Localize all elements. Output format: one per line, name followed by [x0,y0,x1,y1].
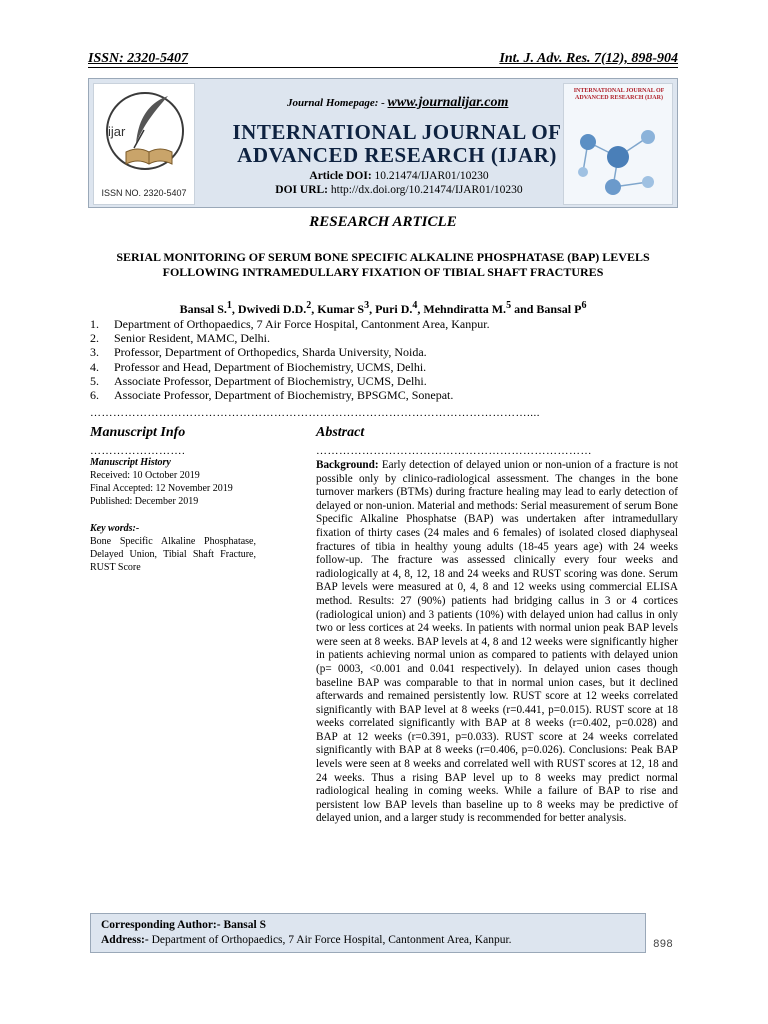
journal-name [217,121,577,167]
page-number: 898 [653,939,673,951]
author: Dwivedi D.D.$^2$, [237,300,318,316]
logo-text: ijar [108,124,126,139]
homepage-label: Journal Homepage: - [287,97,385,109]
author-list [88,300,678,317]
journal-logo [93,83,195,205]
author: Bansal S.$^1$, [179,300,238,316]
affiliation-item: 1. Department of Orthopaedics, 7 Air Force Hospital, Cantonment Area, Kanpur. [90,317,490,331]
journal-name-line1: INTERNATIONAL JOURNAL OF [232,120,562,144]
article-type-heading: RESEARCH ARTICLE [309,214,457,230]
affiliation-item: 4. Professor and Head, Department of Biochemistry, UCMS, Delhi. [90,359,427,374]
abstract-dots: ……………………………………………………………… [316,445,592,457]
paper-title-line2: FOLLOWING INTRAMEDULLARY FIXATION OF TIBIAL SHAFT FRACTURES [162,265,604,279]
manuscript-info-dots: ……………………. [90,445,186,457]
author: Kumar $S^3$, [317,300,376,316]
article-doi: 10.21474/IJAR01/10230 [374,170,489,182]
quill-icon [128,94,172,150]
doi-url-label: DOI URL: [275,184,329,196]
author: Mehndiratta M.$^5$ and [423,300,537,316]
journal-name-line2: ADVANCED RESEARCH (IJAR) [237,143,557,167]
paper-title [88,250,678,280]
published-date: Published: December 2019 [90,496,199,507]
corresponding-address: Department of Orthopaedics, 7 Air Force Hospital, Cantonment Area, Kanpur. [151,934,512,946]
abstract-text: Early detection of delayed union or non-union of a fracture is not possible only by clinico-radiological assessment. The changes in the bone turnover markers (BTMs) during fracture healing may lead to early detection of delayed or non-union. Material and methods: Serial measurement of serum Bone Specific Alkaline Phosphatse (BAP) was undertaken after intramedullary fixation of thirty cases (24 males and 6 females) of isolated closed diaphyseal fractures of tibia in healthy young adults (18-45 years age) with 24 weeks follow-up. The fracture was assessed clinically every four weeks and radiologically at 4, 8, 12, 18 and 24 weeks and RUST scoring was done. Serum BAP levels were measured at 0, 4, 8 and 12 weeks using commercial ELISA method. Results: 27 (90%) patients had bridging callus in 3 or 4 cortices (radiological union) and 3 patients (10%) with delayed union had callus in only two or less cortices at 24 weeks. In patients with normal union peak BAP levels were seen at 8 weeks. BAP levels at 4, 8 and 12 weeks were significantly higher in patients achieving normal union as compared to patients with delayed union (p= 0003, <0.001 and 0.041 respectively). In delayed union cases though baseline BAP was comparable to that in normal union cases, but it declined afterwards and remained persistently low. RUST score at 12 weeks correlated significantly with BAP level at 8 weeks (r=0.441, p=0.015). RUST score at 18 weeks correlated significantly with BAP at 8 weeks (r=0.402, p=0.028) and BAP at 12 weeks (r=0.391, p=0.033). RUST score at 24 weeks correlated significantly with BAP at 8 weeks (r=0.406, p=0.026). Conclusions: Peak BAP levels were seen at 8 weeks and correlated well with RUST scores at 12, 18 and 24 weeks. Thus a rising BAP level up to 8 weeks may predict normal radiological healing in coming weeks. While a failure of BAP to rise and persistent low BAP levels than baseline up to 8 weeks may be predictive of delayed union, and a larger study is recommended for better analysis. [316,459,679,825]
author: Bansal $P^6$ [536,300,587,316]
author: Puri D.$^4$, [375,300,424,316]
manuscript-info [90,456,256,574]
abstract-body [316,459,678,826]
corresponding-author: Corresponding Author:- Bansal S [101,919,266,931]
keywords-heading: Key words:- [90,523,140,534]
doi-block [239,169,559,197]
logo-issn: ISSN NO. 2320-5407 [101,188,187,198]
header-rule [88,67,678,68]
doi-url-link[interactable]: http://dx.doi.org/10.21474/IJAR01/10230 [330,184,523,196]
journal-cover-image [563,83,673,205]
accepted-date: Final Accepted: 12 November 2019 [90,483,233,494]
manuscript-history-heading: Manuscript History [90,457,171,468]
manuscript-info-heading: Manuscript Info [90,425,186,440]
molecule-icon [568,112,670,202]
book-icon [124,146,174,166]
citation-header: Int. J. Adv. Res. 7(12), 898-904 [499,51,678,66]
homepage-link[interactable]: www.journalijar.com [387,95,509,110]
abstract-heading: Abstract [316,425,365,440]
issn-header: ISSN: 2320-5407 [88,51,188,66]
keywords: Bone Specific Alkaline Phosphatase, Delayed Union, Tibial Shaft Fracture, RUST Score [90,536,256,573]
affiliation-item: 3. Professor, Department of Orthopedics, Sharda University, Noida. [90,345,427,360]
cover-title: INTERNATIONAL JOURNAL OF ADVANCED RESEARCH (IJAR) [573,88,665,101]
running-header [88,45,678,67]
received-date: Received: 10 October 2019 [90,470,200,481]
background-label: Background: [316,459,379,471]
paper-title-line1: SERIAL MONITORING OF SERUM BONE SPECIFIC ALKALINE PHOSPHATASE (BAP) LEVELS [116,250,650,264]
affiliation-item: 5. Associate Professor, Department of Biochemistry, UCMS, Delhi. [90,373,427,388]
journal-banner [88,78,678,208]
affiliation-item: 6. Associate Professor, Department of Biochemistry, BPSGMC, Sonepat. [90,388,454,403]
article-doi-label: Article DOI: [309,170,372,182]
affiliation-list [90,317,670,402]
corresponding-author-box [90,913,646,953]
dotted-separator: …………………………………………………………………………………………………….... [90,407,540,419]
journal-homepage [287,95,508,111]
address-label: Address:- [101,934,149,946]
affiliation-item: 2. Senior Resident, MAMC, Delhi. [90,331,270,346]
